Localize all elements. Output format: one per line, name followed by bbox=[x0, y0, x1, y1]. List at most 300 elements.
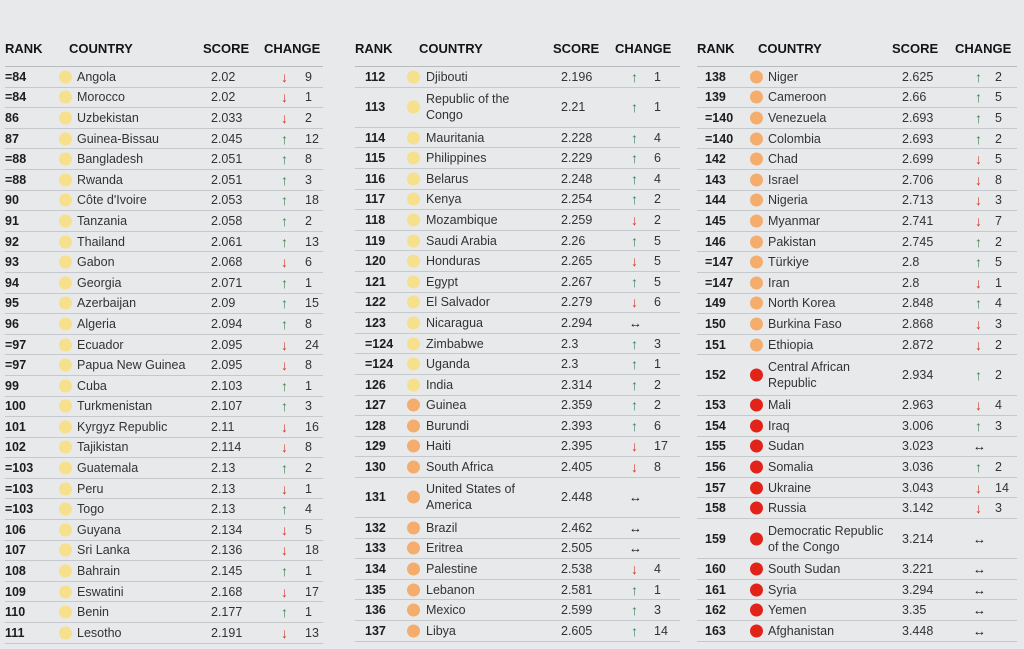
score-value: 2.872 bbox=[902, 337, 934, 352]
status-dot bbox=[407, 234, 420, 247]
arrow-up-icon: ↑ bbox=[281, 460, 288, 477]
arrow-up-icon: ↑ bbox=[975, 417, 982, 434]
arrow-left-right-icon: ↔ bbox=[973, 582, 986, 598]
status-dot bbox=[59, 441, 72, 454]
score-value: 2.248 bbox=[561, 171, 593, 186]
ranking-column-2 bbox=[355, 38, 680, 642]
score-value: 2.279 bbox=[561, 295, 593, 310]
score-header: SCORE bbox=[203, 41, 250, 56]
status-dot bbox=[407, 358, 420, 371]
arrow-up-icon: ↑ bbox=[631, 150, 638, 167]
score-value: 2.699 bbox=[902, 152, 934, 167]
change-value: 8 bbox=[305, 358, 312, 373]
score-value: 2.095 bbox=[211, 358, 243, 373]
score-value: 2.405 bbox=[561, 460, 593, 475]
table-row bbox=[697, 129, 1017, 150]
change-header: CHANGE bbox=[264, 41, 321, 56]
score-value: 2.136 bbox=[211, 543, 243, 558]
arrow-down-icon: ↓ bbox=[281, 418, 288, 435]
change-value: 5 bbox=[654, 233, 661, 248]
table-row bbox=[355, 437, 680, 458]
change-value: 5 bbox=[995, 90, 1002, 105]
country-header: COUNTRY bbox=[69, 41, 133, 56]
change-value: 1 bbox=[654, 69, 661, 84]
arrow-down-icon: ↓ bbox=[281, 254, 288, 271]
status-dot bbox=[59, 70, 72, 83]
change-value: 5 bbox=[654, 274, 661, 289]
status-dot bbox=[59, 544, 72, 557]
table-row bbox=[5, 602, 323, 623]
table-row bbox=[697, 232, 1017, 253]
change-value: 18 bbox=[305, 543, 319, 558]
country-name: Brazil bbox=[426, 520, 458, 535]
change-value: 2 bbox=[305, 110, 312, 125]
status-dot bbox=[750, 173, 763, 186]
rank-header: RANK bbox=[355, 41, 393, 56]
score-value: 2.605 bbox=[561, 623, 593, 638]
score-value: 2.625 bbox=[902, 69, 934, 84]
arrow-up-icon: ↑ bbox=[631, 170, 638, 187]
status-dot bbox=[750, 604, 763, 617]
table-row bbox=[355, 231, 680, 252]
rank-value: 162 bbox=[705, 603, 726, 618]
country-name: Mali bbox=[768, 398, 791, 413]
country-name-line: Central African bbox=[768, 359, 850, 374]
rank-value: 153 bbox=[705, 398, 726, 413]
status-dot bbox=[407, 275, 420, 288]
status-dot bbox=[750, 440, 763, 453]
table-row bbox=[697, 457, 1017, 478]
status-dot bbox=[59, 523, 72, 536]
change-value: 2 bbox=[305, 461, 312, 476]
score-value: 2.254 bbox=[561, 192, 593, 207]
table-row bbox=[697, 67, 1017, 88]
country-name: Russia bbox=[768, 501, 807, 516]
status-dot bbox=[59, 400, 72, 413]
status-dot bbox=[59, 585, 72, 598]
arrow-down-icon: ↓ bbox=[975, 274, 982, 291]
rank-value: 86 bbox=[5, 110, 19, 125]
country-name: India bbox=[426, 377, 454, 392]
rank-value: 158 bbox=[705, 501, 726, 516]
status-dot bbox=[407, 491, 420, 504]
country-name-line: Republic bbox=[768, 375, 817, 390]
score-value: 2.581 bbox=[561, 582, 593, 597]
rank-value: 139 bbox=[705, 90, 726, 105]
status-dot bbox=[59, 420, 72, 433]
status-dot bbox=[750, 235, 763, 248]
country-name: El Salvador bbox=[426, 295, 490, 310]
country-name: Afghanistan bbox=[768, 623, 835, 638]
change-value: 1 bbox=[305, 564, 312, 579]
change-value: 4 bbox=[995, 398, 1002, 413]
score-value: 2.462 bbox=[561, 520, 593, 535]
country-header: COUNTRY bbox=[419, 41, 483, 56]
status-dot bbox=[750, 583, 763, 596]
change-value: 3 bbox=[995, 193, 1002, 208]
table-row bbox=[697, 478, 1017, 499]
status-dot bbox=[407, 542, 420, 555]
score-value: 2.21 bbox=[561, 100, 586, 115]
arrow-up-icon: ↑ bbox=[281, 233, 288, 250]
arrow-up-icon: ↑ bbox=[631, 232, 638, 249]
change-value: 2 bbox=[654, 192, 661, 207]
rank-value: =97 bbox=[5, 337, 27, 352]
table-row bbox=[5, 211, 323, 232]
score-value: 2.3 bbox=[561, 357, 579, 372]
arrow-down-icon: ↓ bbox=[975, 192, 982, 209]
table-row bbox=[355, 313, 680, 334]
change-value: 17 bbox=[305, 584, 319, 599]
country-name: Djibouti bbox=[426, 69, 468, 84]
status-dot bbox=[59, 482, 72, 495]
arrow-down-icon: ↓ bbox=[281, 357, 288, 374]
score-value: 2.745 bbox=[902, 234, 934, 249]
arrow-left-right-icon: ↔ bbox=[629, 489, 642, 505]
score-value: 2.26 bbox=[561, 233, 586, 248]
status-dot bbox=[407, 172, 420, 185]
score-value: 2.107 bbox=[211, 399, 243, 414]
table-row bbox=[5, 108, 323, 129]
status-dot bbox=[59, 256, 72, 269]
score-value: 2.13 bbox=[211, 502, 236, 517]
table-row bbox=[697, 519, 1017, 559]
table-row bbox=[697, 355, 1017, 395]
score-value: 2.13 bbox=[211, 461, 236, 476]
country-name: Ecuador bbox=[77, 337, 124, 352]
rank-value: 121 bbox=[365, 274, 386, 289]
status-dot bbox=[750, 502, 763, 515]
table-row bbox=[697, 191, 1017, 212]
change-value: 2 bbox=[995, 234, 1002, 249]
score-value: 2.848 bbox=[902, 296, 934, 311]
arrow-up-icon: ↑ bbox=[975, 233, 982, 250]
score-value: 2.693 bbox=[902, 110, 934, 125]
table-row bbox=[5, 191, 323, 212]
country-name: Niger bbox=[768, 69, 798, 84]
table-row bbox=[5, 499, 323, 520]
country-name: Pakistan bbox=[768, 234, 816, 249]
status-dot bbox=[407, 213, 420, 226]
change-value: 4 bbox=[995, 296, 1002, 311]
change-value: 13 bbox=[305, 625, 319, 640]
rank-value: 99 bbox=[5, 378, 19, 393]
rank-value: 94 bbox=[5, 275, 19, 290]
table-row bbox=[697, 252, 1017, 273]
country-name: Libya bbox=[426, 623, 456, 638]
score-value: 3.221 bbox=[902, 562, 934, 577]
table-row bbox=[5, 458, 323, 479]
change-value: 24 bbox=[305, 337, 319, 352]
score-value: 2.02 bbox=[211, 90, 236, 105]
table-row bbox=[697, 335, 1017, 356]
status-dot bbox=[59, 132, 72, 145]
change-value: 1 bbox=[654, 582, 661, 597]
table-row bbox=[355, 375, 680, 396]
score-value: 2.8 bbox=[902, 275, 920, 290]
arrow-down-icon: ↓ bbox=[281, 109, 288, 126]
rank-value: 152 bbox=[705, 367, 726, 382]
country-name bbox=[768, 359, 850, 391]
table-row bbox=[697, 294, 1017, 315]
country-name: Somalia bbox=[768, 460, 814, 475]
arrow-down-icon: ↓ bbox=[975, 315, 982, 332]
table-row bbox=[697, 580, 1017, 601]
country-name: Nicaragua bbox=[426, 315, 483, 330]
arrow-up-icon: ↑ bbox=[631, 335, 638, 352]
change-value: 2 bbox=[305, 213, 312, 228]
rank-value: 137 bbox=[365, 623, 386, 638]
country-name: Uganda bbox=[426, 357, 470, 372]
rank-value: 134 bbox=[365, 562, 386, 577]
table-row bbox=[355, 621, 680, 642]
arrow-up-icon: ↑ bbox=[281, 171, 288, 188]
country-name-line: Republic of the bbox=[426, 92, 510, 107]
country-name: Morocco bbox=[77, 90, 125, 105]
change-value: 6 bbox=[654, 151, 661, 166]
rank-value: =88 bbox=[5, 152, 27, 167]
table-row bbox=[697, 498, 1017, 519]
table-row bbox=[5, 582, 323, 603]
table-row bbox=[5, 417, 323, 438]
status-dot bbox=[59, 359, 72, 372]
table-row bbox=[5, 376, 323, 397]
country-name: Honduras bbox=[426, 254, 481, 269]
country-name: Colombia bbox=[768, 131, 821, 146]
table-row bbox=[697, 600, 1017, 621]
arrow-down-icon: ↓ bbox=[975, 336, 982, 353]
score-value: 2.051 bbox=[211, 152, 243, 167]
country-name: Bahrain bbox=[77, 564, 121, 579]
table-row bbox=[355, 559, 680, 580]
change-value: 6 bbox=[654, 295, 661, 310]
country-name: Saudi Arabia bbox=[426, 233, 497, 248]
country-name: Egypt bbox=[426, 274, 458, 289]
score-value: 2.095 bbox=[211, 337, 243, 352]
rank-value: 112 bbox=[365, 69, 386, 84]
arrow-down-icon: ↓ bbox=[281, 542, 288, 559]
country-name: Palestine bbox=[426, 562, 478, 577]
rank-value: 127 bbox=[365, 398, 386, 413]
rank-value: 160 bbox=[705, 562, 726, 577]
country-name: Guyana bbox=[77, 522, 121, 537]
table-row bbox=[697, 621, 1017, 642]
table-row bbox=[5, 314, 323, 335]
status-dot bbox=[59, 276, 72, 289]
status-dot bbox=[59, 235, 72, 248]
status-dot bbox=[59, 338, 72, 351]
rank-value: =140 bbox=[705, 110, 734, 125]
arrow-up-icon: ↑ bbox=[631, 99, 638, 116]
score-value: 2.693 bbox=[902, 131, 934, 146]
rank-value: 143 bbox=[705, 172, 726, 187]
status-dot bbox=[59, 194, 72, 207]
country-header: COUNTRY bbox=[758, 41, 822, 56]
status-dot bbox=[407, 563, 420, 576]
arrow-down-icon: ↓ bbox=[631, 459, 638, 476]
country-name: Kenya bbox=[426, 192, 462, 207]
arrow-up-icon: ↑ bbox=[631, 622, 638, 639]
status-dot bbox=[59, 606, 72, 619]
score-value: 2.13 bbox=[211, 481, 236, 496]
arrow-down-icon: ↓ bbox=[631, 561, 638, 578]
table-row bbox=[355, 518, 680, 539]
country-name: Togo bbox=[77, 502, 105, 517]
arrow-up-icon: ↑ bbox=[631, 273, 638, 290]
status-dot bbox=[750, 297, 763, 310]
change-value: 1 bbox=[654, 357, 661, 372]
table-row bbox=[355, 190, 680, 211]
table-row bbox=[355, 67, 680, 88]
country-name: Thailand bbox=[77, 234, 125, 249]
rank-value: =84 bbox=[5, 90, 27, 105]
score-value: 2.229 bbox=[561, 151, 593, 166]
country-name: Myanmar bbox=[768, 213, 821, 228]
arrow-up-icon: ↑ bbox=[281, 130, 288, 147]
score-value: 2.068 bbox=[211, 255, 243, 270]
status-dot bbox=[407, 193, 420, 206]
table-row bbox=[355, 128, 680, 149]
arrow-up-icon: ↑ bbox=[975, 459, 982, 476]
status-dot bbox=[407, 131, 420, 144]
rank-value: =124 bbox=[365, 336, 394, 351]
country-name: Israel bbox=[768, 172, 799, 187]
arrow-down-icon: ↓ bbox=[631, 438, 638, 455]
rank-value: =140 bbox=[705, 131, 734, 146]
rank-value: 128 bbox=[365, 418, 386, 433]
country-name: Sudan bbox=[768, 439, 805, 454]
country-name: Côte d'Ivoire bbox=[77, 193, 147, 208]
rank-value: 157 bbox=[705, 480, 726, 495]
change-value: 4 bbox=[654, 562, 661, 577]
score-value: 3.214 bbox=[902, 531, 934, 546]
status-dot bbox=[59, 626, 72, 639]
score-value: 2.11 bbox=[211, 419, 235, 434]
country-name: Sri Lanka bbox=[77, 543, 130, 558]
status-dot bbox=[59, 214, 72, 227]
change-value: 2 bbox=[995, 131, 1002, 146]
table-row bbox=[5, 623, 323, 644]
arrow-down-icon: ↓ bbox=[975, 397, 982, 414]
country-name: Tanzania bbox=[77, 213, 128, 228]
country-name-line: United States of bbox=[426, 482, 515, 497]
rank-value: 118 bbox=[365, 212, 386, 227]
table-row bbox=[355, 539, 680, 560]
table-row bbox=[5, 88, 323, 109]
change-value: 15 bbox=[305, 296, 319, 311]
score-value: 3.023 bbox=[902, 439, 934, 454]
rank-value: 93 bbox=[5, 255, 19, 270]
country-name: Iran bbox=[768, 275, 790, 290]
score-value: 2.145 bbox=[211, 564, 243, 579]
score-value: 2.265 bbox=[561, 254, 593, 269]
country-name: Yemen bbox=[768, 603, 807, 618]
status-dot bbox=[59, 462, 72, 475]
change-value: 1 bbox=[305, 378, 312, 393]
arrow-down-icon: ↓ bbox=[631, 253, 638, 270]
rank-value: 122 bbox=[365, 295, 386, 310]
score-value: 2.103 bbox=[211, 378, 243, 393]
country-name: Georgia bbox=[77, 275, 122, 290]
country-name: Azerbaijan bbox=[77, 296, 137, 311]
rank-value: 138 bbox=[705, 69, 726, 84]
arrow-down-icon: ↓ bbox=[281, 521, 288, 538]
rank-value: 95 bbox=[5, 296, 19, 311]
change-value: 3 bbox=[995, 316, 1002, 331]
rank-value: 146 bbox=[705, 234, 726, 249]
country-name: Angola bbox=[77, 69, 116, 84]
rank-value: 132 bbox=[365, 520, 386, 535]
arrow-down-icon: ↓ bbox=[975, 500, 982, 517]
table-row bbox=[697, 314, 1017, 335]
arrow-up-icon: ↑ bbox=[631, 417, 638, 434]
table-row bbox=[697, 149, 1017, 170]
country-name: South Africa bbox=[426, 460, 494, 475]
country-name: Eritrea bbox=[426, 541, 463, 556]
score-value: 2.196 bbox=[561, 69, 593, 84]
table-row bbox=[5, 335, 323, 356]
arrow-left-right-icon: ↔ bbox=[973, 531, 986, 547]
score-value: 2.713 bbox=[902, 193, 934, 208]
score-value: 2.061 bbox=[211, 234, 243, 249]
status-dot bbox=[407, 337, 420, 350]
change-value: 3 bbox=[305, 172, 312, 187]
country-name: Kyrgyz Republic bbox=[77, 419, 168, 434]
rank-value: 156 bbox=[705, 460, 726, 475]
change-value: 5 bbox=[654, 254, 661, 269]
change-value: 1 bbox=[654, 100, 661, 115]
table-row bbox=[697, 88, 1017, 109]
column-header bbox=[697, 38, 1017, 67]
score-value: 2.505 bbox=[561, 541, 593, 556]
rank-value: 159 bbox=[705, 531, 726, 546]
table-row bbox=[5, 438, 323, 459]
rank-value: 149 bbox=[705, 296, 726, 311]
status-dot bbox=[750, 368, 763, 381]
country-name-line: Democratic Republic bbox=[768, 523, 884, 538]
country-name: Philippines bbox=[426, 151, 487, 166]
status-dot bbox=[59, 173, 72, 186]
score-value: 2.191 bbox=[211, 625, 243, 640]
rank-value: 91 bbox=[5, 213, 19, 228]
score-value: 2.359 bbox=[561, 398, 593, 413]
score-value: 2.741 bbox=[902, 213, 934, 228]
arrow-down-icon: ↓ bbox=[281, 583, 288, 600]
rank-value: 136 bbox=[365, 603, 386, 618]
score-value: 3.294 bbox=[902, 582, 934, 597]
score-value: 2.09 bbox=[211, 296, 236, 311]
score-header: SCORE bbox=[553, 41, 600, 56]
country-name-line: of the Congo bbox=[768, 539, 840, 554]
change-value: 14 bbox=[995, 480, 1009, 495]
rank-value: =84 bbox=[5, 69, 27, 84]
arrow-left-right-icon: ↔ bbox=[629, 540, 642, 556]
change-value: 18 bbox=[305, 193, 319, 208]
score-value: 2.294 bbox=[561, 315, 593, 330]
country-name: Cuba bbox=[77, 378, 107, 393]
table-row bbox=[697, 396, 1017, 417]
score-value: 2.02 bbox=[211, 69, 236, 84]
change-value: 2 bbox=[995, 337, 1002, 352]
status-dot bbox=[750, 317, 763, 330]
rank-value: 113 bbox=[365, 100, 386, 115]
score-value: 2.058 bbox=[211, 213, 243, 228]
table-row bbox=[355, 334, 680, 355]
table-row bbox=[697, 559, 1017, 580]
arrow-up-icon: ↑ bbox=[975, 89, 982, 106]
rank-value: 115 bbox=[365, 151, 386, 166]
rank-value: 96 bbox=[5, 316, 19, 331]
